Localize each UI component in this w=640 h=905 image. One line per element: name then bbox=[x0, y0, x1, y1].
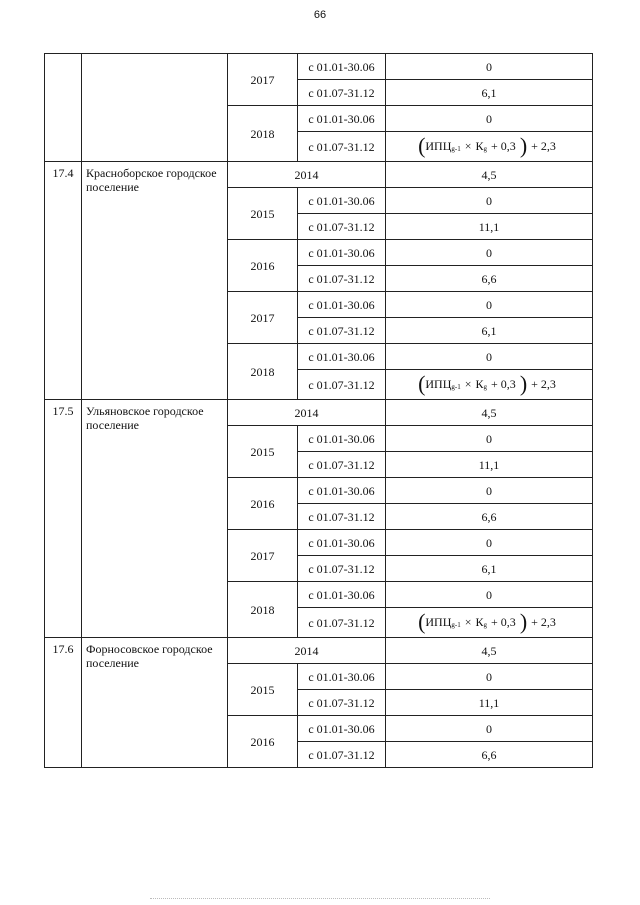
formula-tail: + 2,3 bbox=[531, 377, 556, 391]
formula-close-paren: ) bbox=[519, 609, 528, 634]
formula-plus-inner: + 0,3 bbox=[491, 377, 516, 391]
period-cell: с 01.07-31.12 bbox=[298, 266, 386, 292]
formula-ipc-subscript: g-1 bbox=[451, 383, 461, 391]
base-year: 2014 bbox=[228, 638, 386, 664]
period-cell: с 01.07-31.12 bbox=[298, 318, 386, 344]
formula-open-paren: ( bbox=[418, 133, 426, 158]
period-cell: с 01.01-30.06 bbox=[298, 188, 386, 214]
formula-ipc-subscript: g-1 bbox=[451, 145, 461, 153]
page-number: 66 bbox=[313, 9, 327, 21]
period-cell: с 01.01-30.06 bbox=[298, 106, 386, 132]
formula-ipc-subscript: g-1 bbox=[451, 621, 461, 629]
table-row bbox=[45, 638, 593, 664]
value-cell bbox=[386, 370, 593, 400]
value-cell: 0 bbox=[386, 530, 593, 556]
year-cell: 2017 bbox=[228, 54, 298, 106]
value-cell: 11,1 bbox=[386, 690, 593, 716]
period-cell: с 01.01-30.06 bbox=[298, 530, 386, 556]
period-cell: с 01.07-31.12 bbox=[298, 608, 386, 638]
section-number bbox=[45, 54, 82, 162]
tariff-table bbox=[44, 53, 593, 768]
value-cell: 6,1 bbox=[386, 80, 593, 106]
period-cell: с 01.01-30.06 bbox=[298, 716, 386, 742]
section-number: 17.6 bbox=[45, 638, 82, 768]
formula-ipc: ИПЦ bbox=[425, 615, 452, 629]
period-cell: с 01.01-30.06 bbox=[298, 478, 386, 504]
period-cell: с 01.01-30.06 bbox=[298, 426, 386, 452]
value-cell: 0 bbox=[386, 478, 593, 504]
year-cell: 2018 bbox=[228, 582, 298, 638]
settlement-name: Форносовское городское поселение bbox=[82, 638, 228, 768]
year-cell: 2016 bbox=[228, 478, 298, 530]
formula-k-subscript: g bbox=[483, 383, 488, 391]
period-cell: с 01.07-31.12 bbox=[298, 556, 386, 582]
tariff-table-body bbox=[45, 54, 593, 768]
formula-tail: + 2,3 bbox=[531, 139, 556, 153]
period-cell: с 01.07-31.12 bbox=[298, 452, 386, 478]
formula-k: К bbox=[475, 139, 484, 153]
base-year: 2014 bbox=[228, 162, 386, 188]
year-cell: 2016 bbox=[228, 240, 298, 292]
period-cell: с 01.01-30.06 bbox=[298, 54, 386, 80]
year-cell: 2017 bbox=[228, 530, 298, 582]
value-cell: 6,6 bbox=[386, 266, 593, 292]
value-cell: 6,1 bbox=[386, 556, 593, 582]
base-value: 4,5 bbox=[386, 400, 593, 426]
value-cell: 0 bbox=[386, 106, 593, 132]
table-row bbox=[45, 400, 593, 426]
value-cell bbox=[386, 608, 593, 638]
value-cell: 11,1 bbox=[386, 452, 593, 478]
value-cell: 0 bbox=[386, 292, 593, 318]
period-cell: с 01.07-31.12 bbox=[298, 80, 386, 106]
table-row bbox=[45, 54, 593, 80]
period-cell: с 01.07-31.12 bbox=[298, 132, 386, 162]
formula-plus-inner: + 0,3 bbox=[491, 139, 516, 153]
formula-open-paren: ( bbox=[418, 609, 426, 634]
period-cell: с 01.07-31.12 bbox=[298, 370, 386, 400]
value-cell bbox=[386, 132, 593, 162]
value-cell: 6,6 bbox=[386, 504, 593, 530]
period-cell: с 01.07-31.12 bbox=[298, 214, 386, 240]
base-value: 4,5 bbox=[386, 638, 593, 664]
value-cell: 0 bbox=[386, 664, 593, 690]
period-cell: с 01.01-30.06 bbox=[298, 582, 386, 608]
tariff-formula bbox=[418, 371, 560, 396]
year-cell: 2018 bbox=[228, 106, 298, 162]
year-cell: 2015 bbox=[228, 426, 298, 478]
period-cell: с 01.01-30.06 bbox=[298, 664, 386, 690]
formula-times: × bbox=[464, 139, 472, 153]
tariff-formula bbox=[418, 133, 560, 158]
period-cell: с 01.07-31.12 bbox=[298, 690, 386, 716]
period-cell: с 01.07-31.12 bbox=[298, 504, 386, 530]
settlement-name bbox=[82, 54, 228, 162]
formula-close-paren: ) bbox=[519, 371, 528, 396]
section-number: 17.5 bbox=[45, 400, 82, 638]
year-cell: 2016 bbox=[228, 716, 298, 768]
formula-times: × bbox=[464, 615, 472, 629]
formula-plus-inner: + 0,3 bbox=[491, 615, 516, 629]
year-cell: 2015 bbox=[228, 188, 298, 240]
formula-k: К bbox=[475, 615, 484, 629]
value-cell: 0 bbox=[386, 240, 593, 266]
formula-close-paren: ) bbox=[519, 133, 528, 158]
value-cell: 0 bbox=[386, 582, 593, 608]
value-cell: 0 bbox=[386, 188, 593, 214]
formula-times: × bbox=[464, 377, 472, 391]
period-cell: с 01.07-31.12 bbox=[298, 742, 386, 768]
formula-k-subscript: g bbox=[483, 621, 488, 629]
year-cell: 2017 bbox=[228, 292, 298, 344]
value-cell: 11,1 bbox=[386, 214, 593, 240]
settlement-name: Ульяновское городское поселение bbox=[82, 400, 228, 638]
value-cell: 0 bbox=[386, 54, 593, 80]
year-cell: 2018 bbox=[228, 344, 298, 400]
formula-k-subscript: g bbox=[483, 145, 488, 153]
base-value: 4,5 bbox=[386, 162, 593, 188]
section-number: 17.4 bbox=[45, 162, 82, 400]
base-year: 2014 bbox=[228, 400, 386, 426]
page-bottom-edge bbox=[150, 898, 490, 899]
formula-k: К bbox=[475, 377, 484, 391]
period-cell: с 01.01-30.06 bbox=[298, 240, 386, 266]
period-cell: с 01.01-30.06 bbox=[298, 292, 386, 318]
period-cell: с 01.01-30.06 bbox=[298, 344, 386, 370]
settlement-name: Красноборское городское поселение bbox=[82, 162, 228, 400]
year-cell: 2015 bbox=[228, 664, 298, 716]
value-cell: 0 bbox=[386, 344, 593, 370]
table-row bbox=[45, 162, 593, 188]
formula-tail: + 2,3 bbox=[531, 615, 556, 629]
formula-ipc: ИПЦ bbox=[425, 377, 452, 391]
formula-ipc: ИПЦ bbox=[425, 139, 452, 153]
value-cell: 6,1 bbox=[386, 318, 593, 344]
tariff-formula bbox=[418, 609, 560, 634]
formula-open-paren: ( bbox=[418, 371, 426, 396]
value-cell: 0 bbox=[386, 426, 593, 452]
value-cell: 0 bbox=[386, 716, 593, 742]
value-cell: 6,6 bbox=[386, 742, 593, 768]
